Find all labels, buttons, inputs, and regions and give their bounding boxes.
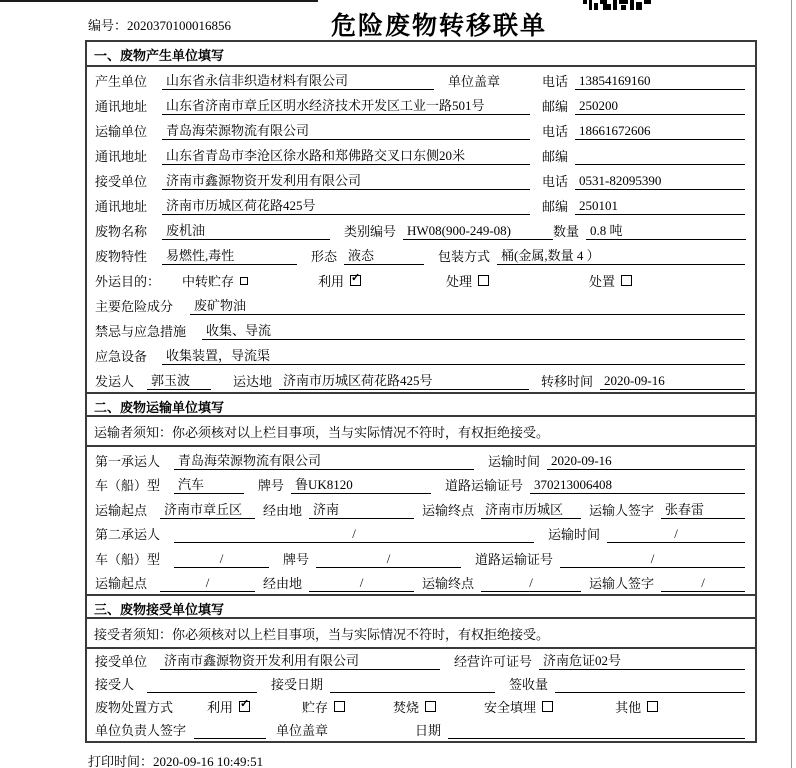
waste-name-value: 废机油 [162,220,330,240]
destination-label: 运达地 [233,374,273,389]
checkbox-icon [478,275,489,286]
consignor-label: 发运人 [95,374,135,389]
plate1-label: 牌号 [258,478,285,493]
section2-body [87,417,755,594]
address2-value: 山东省青岛市李沧区徐水路和郑佛路交叉口东侧20米 [162,145,530,165]
accept-person-value [147,676,257,693]
receiver-value: 济南市鑫源物资开发利用有限公司 [162,170,530,190]
via2-label: 经由地 [263,576,303,591]
disposal-option-landfill [484,697,553,716]
plate2-label: 牌号 [283,551,310,567]
purpose-option-label: 利用 [318,274,345,289]
disposal-option-label: 焚烧 [393,700,420,715]
consignor-value: 郭玉波 [147,370,211,390]
purpose-row [87,267,755,292]
zip3-label: 邮编 [541,199,568,214]
second-carrier-row [87,521,755,546]
head-sign-label: 单位负责人签字 [95,723,187,738]
receiver-row [87,167,755,192]
via2-value: / [309,575,414,592]
section1-body [87,67,755,392]
hazard-row [87,292,755,317]
waste-name-row [87,217,755,242]
transporter-row [87,117,755,142]
disposal-option-recycle [207,697,250,716]
character-label: 废物特性 [95,249,148,264]
packing-value: 桶(金属,数量 4 ） [497,245,745,265]
form-value: 液态 [344,245,424,265]
purpose-option-dispose [589,271,632,290]
address3-label: 通讯地址 [95,199,148,214]
page-right-edge-line [791,0,792,768]
accept-date-value [330,676,495,693]
producer-row [87,67,755,92]
quantity-label: 数量 [553,224,580,239]
checkbox-checked-icon [239,701,250,712]
road-permit2-label: 道路运输证号 [475,551,554,567]
section3-body [87,619,755,741]
checkbox-icon [647,701,658,712]
unit-seal-label: 单位盖章 [448,74,501,89]
producer-address-row [87,92,755,117]
character-value: 易燃性,毒性 [162,245,297,265]
phone2-label: 电话 [541,124,568,139]
disposal-option-label: 其他 [615,700,642,715]
form-label: 形态 [311,249,338,264]
phone1-label: 电话 [541,74,568,89]
equipment-label: 应急设备 [95,349,148,364]
phone2-value: 18661672606 [575,123,745,140]
zip3-value: 250101 [575,198,745,215]
permit-value: 济南危证02号 [539,650,745,670]
address1-label: 通讯地址 [95,99,148,114]
transporter-notice: 运输者须知：你必须核对以上栏目事项，当与实际情况不符时，有权拒绝接受。 [87,417,755,447]
quantity-value: 0.8 吨 [586,220,746,240]
phone3-label: 电话 [541,174,568,189]
producer-label: 产生单位 [95,74,148,89]
purpose-option-recycle [318,271,361,290]
end1-label: 运输终点 [422,502,475,518]
road-permit2-value: / [560,551,745,568]
accept-person-row [87,672,755,695]
section1-title: 一、废物产生单位填写 [87,42,755,67]
via1-value: 济南 [309,499,414,519]
transporter-value: 青岛海荣源物流有限公司 [162,120,530,140]
purpose-option-label: 处理 [446,274,473,289]
hazard-value: 废矿物油 [190,295,745,315]
checkbox-icon [621,275,632,286]
second-carrier-label: 第二承运人 [95,527,161,542]
producer-value: 山东省永信非织造材料有限公司 [162,70,434,90]
accept-unit-value: 济南市鑫源物资开发利用有限公司 [160,650,440,670]
zip1-value: 250200 [575,98,745,115]
checkbox-icon [334,701,345,712]
disposal-option-incinerate [393,697,436,716]
purpose-option-treat [446,271,489,290]
sign-amount-value [555,676,745,693]
equipment-value: 收集装置，导流渠 [162,345,745,365]
vehicle1-row [87,472,755,497]
road-permit1-value: 370213006408 [530,477,745,494]
hazard-label: 主要危险成分 [95,299,174,314]
first-carrier-row [87,447,755,472]
receiver-notice: 接受者须知：你必须核对以上栏目事项，当与实际情况不符时，有权拒绝接受。 [87,619,755,649]
phone1-value: 13854169160 [575,73,745,90]
destination-value: 济南市历城区荷花路425号 [279,370,529,390]
print-time [88,751,263,768]
vehicle-type2-label: 车（船）型 [95,551,161,567]
date2-label: 日期 [415,723,442,738]
transfer-form-table [85,40,757,743]
phone3-value: 0531-82095390 [575,173,745,190]
taboo-row [87,317,755,342]
category-label: 类别编号 [344,224,397,239]
serial-label: 编号： [88,18,128,33]
unit-seal2-label: 单位盖章 [276,723,329,738]
serial-number [88,15,231,34]
waste-name-label: 废物名称 [95,224,148,239]
date2-value [448,722,745,739]
end2-label: 运输终点 [422,576,475,591]
first-carrier-label: 第一承运人 [95,453,161,469]
head-sign-value [194,722,266,739]
origin2-label: 运输起点 [95,576,148,591]
transport-time1-value: 2020-09-16 [547,453,745,470]
origin1-value: 济南市章丘区 [160,499,255,519]
carrier-sign1-value: 张春雷 [661,499,745,519]
carrier-sign2-value: / [661,575,745,592]
zip2-value [575,148,745,165]
disposal-label: 废物处置方式 [95,700,174,715]
road-permit1-label: 道路运输证号 [445,478,524,493]
disposal-option-other [615,697,658,716]
disposal-method-row [87,695,755,718]
purpose-option-label: 处置 [589,274,616,289]
section3-title: 三、废物接受单位填写 [87,594,755,619]
transport-time2-label: 运输时间 [548,527,601,542]
transporter-address-row [87,142,755,167]
purpose-option-transfer-storage [182,271,248,290]
print-time-value: 2020-09-16 10:49:51 [153,754,264,768]
disposal-option-label: 贮存 [302,700,329,715]
checkbox-icon [542,701,553,712]
permit-label: 经营许可证号 [454,654,533,669]
second-carrier-value: / [174,526,534,543]
emergency-equipment-row [87,342,755,367]
sign-amount-label: 签收量 [509,677,549,692]
plate1-value: 鲁UK8120 [291,474,431,494]
checkbox-icon [240,277,248,285]
checkbox-icon [425,701,436,712]
vehicle-type2-value: / [174,551,269,568]
accept-person-label: 接受人 [95,677,135,692]
origin1-label: 运输起点 [95,502,148,518]
purpose-option-label: 中转贮存 [182,274,235,289]
end2-value: / [481,575,581,592]
disposal-option-label: 利用 [207,700,234,715]
address1-value: 山东省济南市章丘区明水经济技术开发区工业一路501号 [162,95,530,115]
purpose-label: 外运目的： [95,274,161,289]
disposal-option-storage [302,697,345,716]
zip2-label: 邮编 [541,149,568,164]
receiver-label: 接受单位 [95,174,148,189]
section2-title: 二、废物运输单位填写 [87,392,755,417]
accept-unit-row [87,649,755,672]
accept-unit-label: 接受单位 [95,654,148,669]
end1-value: 济南市历城区 [481,499,581,519]
route1-row [87,496,755,521]
route2-row [87,570,755,595]
vehicle-type1-label: 车（船）型 [95,478,161,493]
transporter-label: 运输单位 [95,124,148,139]
via1-label: 经由地 [263,502,303,518]
page-top-edge-line [0,0,318,2]
category-value: HW08(900-249-08) [403,223,553,240]
qr-code-fragment [583,0,651,10]
first-carrier-value: 青岛海荣源物流有限公司 [174,450,474,470]
origin2-value: / [160,575,255,592]
consignor-row [87,367,755,392]
transport-time1-label: 运输时间 [488,453,541,469]
carrier-sign1-label: 运输人签字 [589,502,655,518]
checkbox-checked-icon [350,275,361,286]
receiver-address-row [87,192,755,217]
taboo-label: 禁忌与应急措施 [95,324,187,339]
waste-character-row [87,242,755,267]
page-title: 危险废物转移联单 [331,12,548,40]
transfer-time-label: 转移时间 [541,374,594,389]
vehicle2-row [87,545,755,570]
print-time-label: 打印时间： [88,754,154,768]
carrier-sign2-label: 运输人签字 [589,576,655,591]
serial-value: 2020370100016856 [127,18,232,33]
plate2-value: / [316,551,461,568]
transfer-time-value: 2020-09-16 [600,373,745,390]
address2-label: 通讯地址 [95,149,148,164]
packing-label: 包装方式 [438,249,491,264]
head-sign-row [87,718,755,741]
address3-value: 济南市历城区荷花路425号 [162,195,530,215]
disposal-option-label: 安全填埋 [484,700,537,715]
zip1-label: 邮编 [541,99,568,114]
taboo-value: 收集、导流 [202,320,745,340]
transport-time2-value: / [607,526,745,543]
accept-date-label: 接受日期 [271,677,324,692]
vehicle-type1-value: 汽车 [174,474,244,494]
